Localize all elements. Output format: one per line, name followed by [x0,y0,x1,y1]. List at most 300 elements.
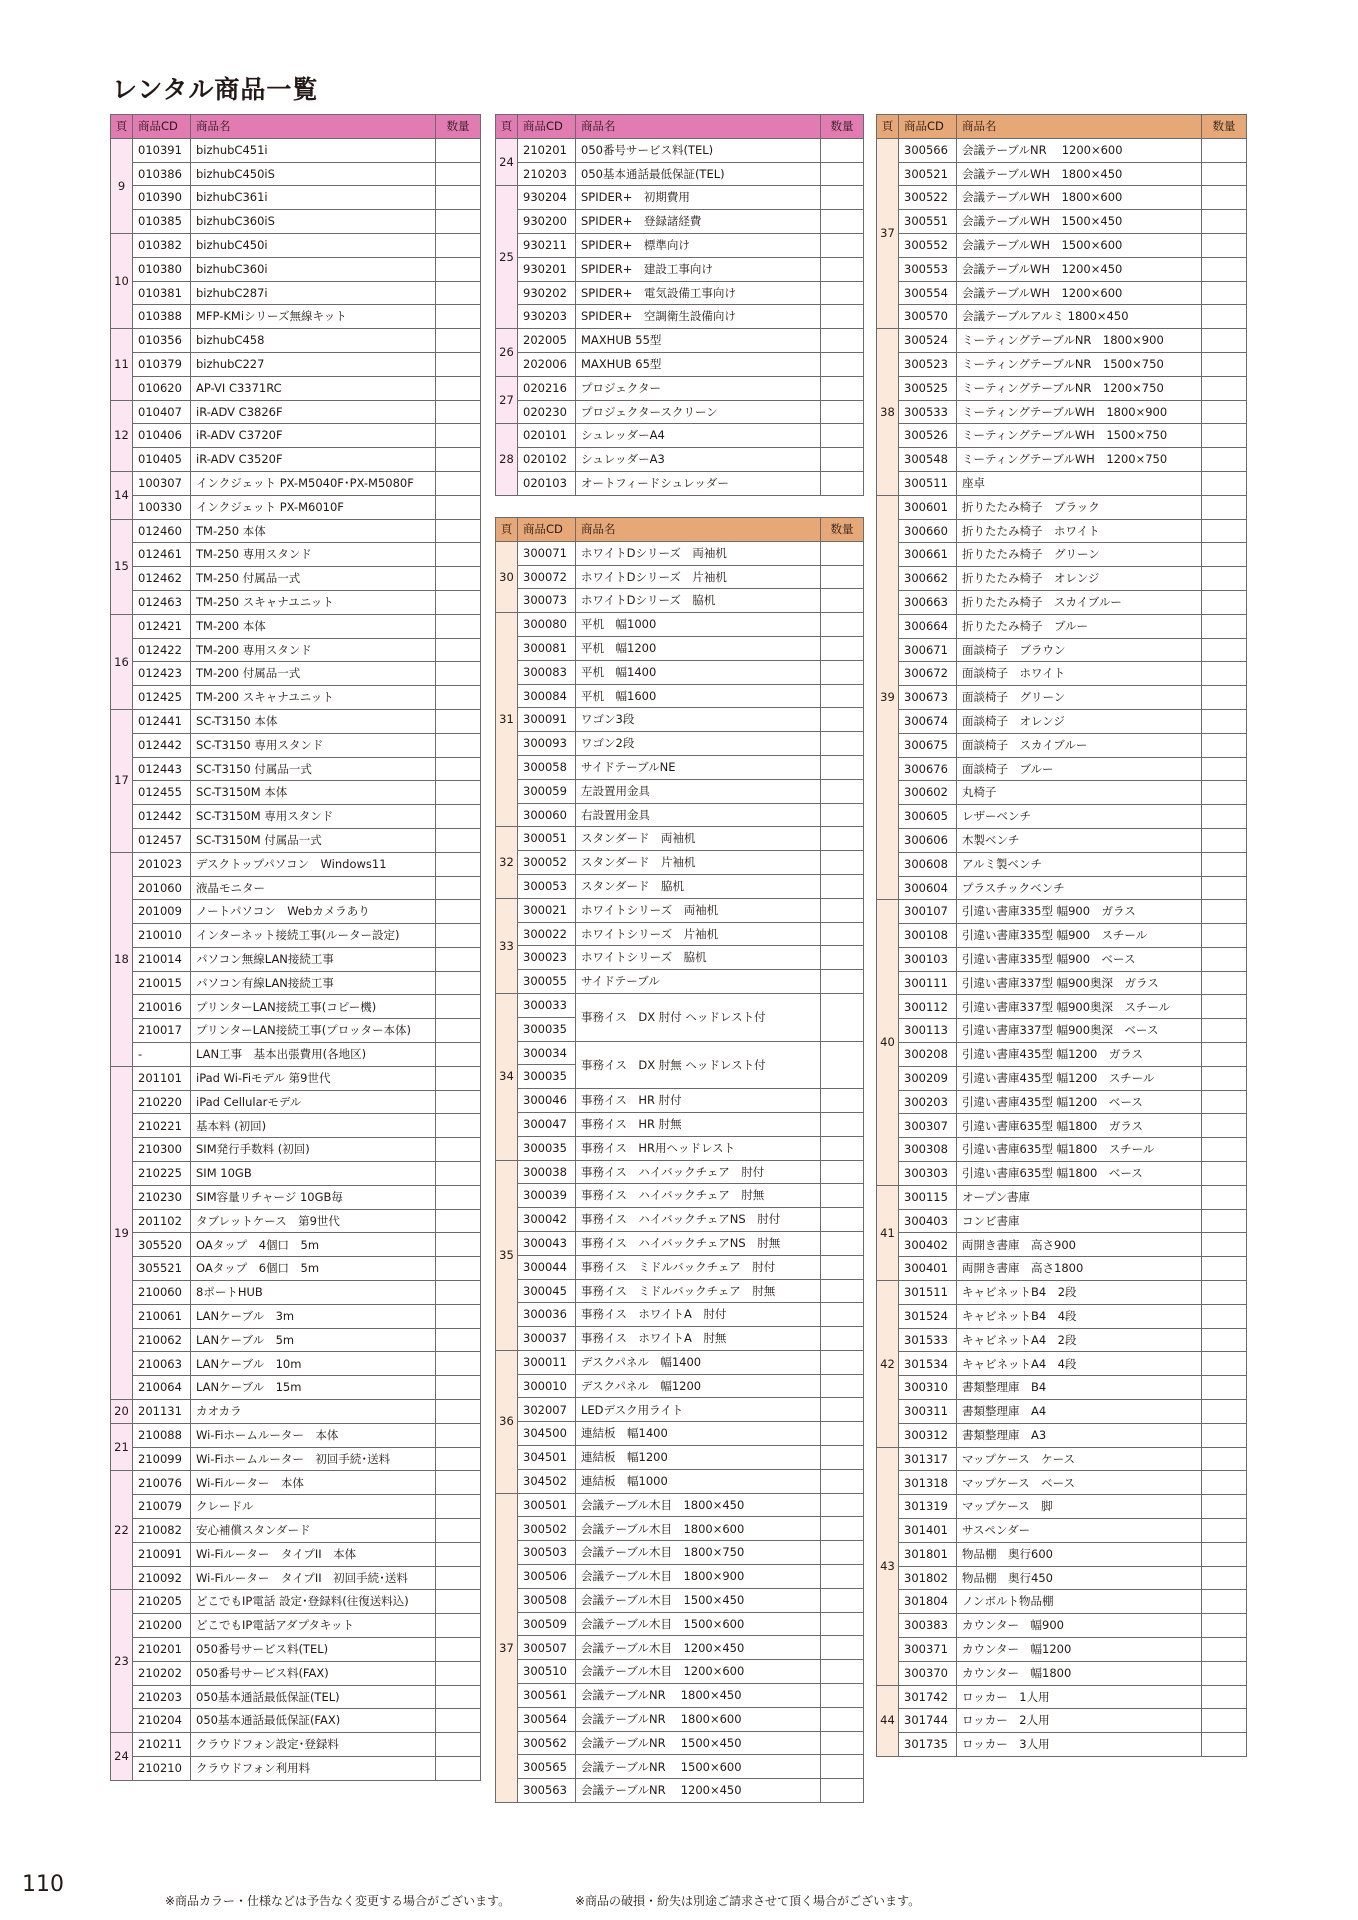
product-code-cell: 300508 [518,1588,576,1612]
quantity-cell [821,1493,864,1517]
quantity-cell [436,1257,481,1281]
quantity-cell [821,210,864,234]
table-row [877,876,1247,900]
product-name-cell: 会議テーブルWH 1200×600 [957,281,1202,305]
product-name-cell: 引違い書庫635型 幅1800 ガラス [957,1114,1202,1138]
table-row [496,1636,864,1660]
product-name-cell: アルミ製ベンチ [957,852,1202,876]
header-name: 商品名 [576,518,821,542]
product-code-cell: 012460 [133,519,191,543]
page-ref-cell: 27 [496,376,518,424]
product-name-cell: 両開き書庫 高さ1800 [957,1257,1202,1281]
table-row [877,281,1247,305]
quantity-cell [1202,305,1247,329]
table-row [111,1209,481,1233]
product-code-cell: 201060 [133,876,191,900]
product-name-cell: タブレットケース 第9世代 [191,1209,436,1233]
product-code-cell: 301511 [899,1281,957,1305]
quantity-cell [1202,281,1247,305]
page-number: 110 [22,1872,64,1897]
quantity-cell [436,448,481,472]
product-name-cell: SIM発行手数料 (初回) [191,1138,436,1162]
quantity-cell [436,995,481,1019]
table-row [496,1707,864,1731]
quantity-cell [436,1185,481,1209]
product-code-cell: 010382 [133,233,191,257]
product-name-cell: 会議テーブルNR 1500×450 [576,1731,821,1755]
product-name-cell: bizhubC450iS [191,162,436,186]
product-code-cell: 300037 [518,1327,576,1351]
table-row [111,733,481,757]
table-row [877,162,1247,186]
table-row [496,660,864,684]
product-name-cell: bizhubC450i [191,233,436,257]
header-page: 頁 [111,115,133,139]
product-code-cell: 300111 [899,971,957,995]
product-code-cell: 300022 [518,922,576,946]
product-name-cell: ロッカー 3人用 [957,1733,1202,1757]
quantity-cell [821,281,864,305]
product-name-cell: 事務イス ハイバックチェアNS 肘無 [576,1231,821,1255]
product-name-cell: パソコン無線LAN接続工事 [191,947,436,971]
table-row [877,138,1247,162]
table-row [496,424,864,448]
product-name-cell: 書類整理庫 B4 [957,1376,1202,1400]
product-code-cell: 300370 [899,1661,957,1685]
quantity-cell [1202,352,1247,376]
product-name-cell: デスクパネル 幅1400 [576,1350,821,1374]
table-row [111,1423,481,1447]
quantity-cell [821,898,864,922]
quantity-cell [1202,1566,1247,1590]
quantity-cell [821,471,864,495]
product-name-cell: スタンダード 両袖机 [576,827,821,851]
product-code-cell: 300510 [518,1660,576,1684]
quantity-cell [1202,1542,1247,1566]
product-name-cell: bizhubC360i [191,257,436,281]
quantity-cell [1202,186,1247,210]
quantity-cell [1202,1162,1247,1186]
quantity-cell [436,352,481,376]
product-code-cell: 010356 [133,329,191,353]
quantity-cell [436,495,481,519]
page-ref-cell: 36 [496,1350,518,1493]
table-row [877,210,1247,234]
product-name-cell: 面談椅子 ブルー [957,757,1202,781]
product-name-cell: 引違い書庫435型 幅1200 ベース [957,1090,1202,1114]
product-code-cell: 012442 [133,733,191,757]
product-name-cell: SIM容量リチャージ 10GB毎 [191,1185,436,1209]
product-code-cell: 300034 [518,1041,576,1065]
quantity-cell [436,1685,481,1709]
quantity-cell [1202,424,1247,448]
table-row [877,1328,1247,1352]
quantity-cell [821,1374,864,1398]
quantity-cell [821,1684,864,1708]
quantity-cell [436,1638,481,1662]
rental-table-3 [495,517,864,1803]
table-row [877,1400,1247,1424]
product-name-cell: iR-ADV C3520F [191,448,436,472]
product-code-cell: 012463 [133,590,191,614]
product-code-cell: 210203 [518,162,576,186]
quantity-cell [1202,1447,1247,1471]
table-row [877,519,1247,543]
product-name-cell: 引違い書庫635型 幅1800 スチール [957,1138,1202,1162]
product-name-cell: マップケース 脚 [957,1495,1202,1519]
product-code-cell: 300673 [899,686,957,710]
quantity-cell [436,733,481,757]
product-code-cell: - [133,1043,191,1067]
table-row [877,1019,1247,1043]
table-row [496,1327,864,1351]
product-code-cell: 300036 [518,1303,576,1327]
product-name-cell: ホワイトシリーズ 片袖机 [576,922,821,946]
quantity-cell [436,257,481,281]
product-code-cell: 010406 [133,424,191,448]
product-code-cell: 210202 [133,1661,191,1685]
quantity-cell [1202,1519,1247,1543]
quantity-cell [436,567,481,591]
product-code-cell: 210062 [133,1328,191,1352]
product-name-cell: サイドテーブル [576,970,821,994]
table-row [111,757,481,781]
product-name-cell: レザーベンチ [957,805,1202,829]
quantity-cell [436,1542,481,1566]
table-row [111,1257,481,1281]
table-row [111,162,481,186]
quantity-cell [436,1233,481,1257]
table-row [496,1303,864,1327]
product-code-cell: 010390 [133,186,191,210]
product-code-cell: 300522 [899,186,957,210]
page-ref-cell: 40 [877,900,899,1186]
table-row [877,590,1247,614]
table-row [111,1685,481,1709]
product-code-cell: 930201 [518,257,576,281]
table-row [111,1376,481,1400]
table-row [877,686,1247,710]
product-name-cell: 左設置用金具 [576,779,821,803]
quantity-cell [1202,1638,1247,1662]
product-code-cell: 300509 [518,1612,576,1636]
table-row [111,543,481,567]
product-name-cell: TM-250 本体 [191,519,436,543]
table-row [877,1114,1247,1138]
product-code-cell: 300566 [899,138,957,162]
note-color-spec: ※商品カラー・仕様などは予告なく変更する場合がございます。 [165,1894,511,1908]
page-ref-cell: 9 [111,138,133,233]
product-code-cell: 301317 [899,1447,957,1471]
product-code-cell: 300562 [518,1731,576,1755]
product-code-cell: 300043 [518,1231,576,1255]
product-name-cell: SIM 10GB [191,1162,436,1186]
quantity-cell [821,162,864,186]
product-name-cell: プラスチックベンチ [957,876,1202,900]
product-code-cell: 930203 [518,305,576,329]
product-name-cell: 事務イス ミドルバックチェア 肘付 [576,1255,821,1279]
table-row [496,210,864,234]
table-row [877,1542,1247,1566]
product-code-cell: 300661 [899,543,957,567]
product-code-cell: 012425 [133,686,191,710]
table-row [877,900,1247,924]
product-name-cell: 会議テーブルWH 1200×450 [957,257,1202,281]
table-row [496,1755,864,1779]
product-name-cell: 会議テーブルアルミ 1800×450 [957,305,1202,329]
product-code-cell: 210061 [133,1304,191,1328]
quantity-cell [1202,662,1247,686]
product-name-cell: SPIDER+ 電気設備工事向け [576,281,821,305]
product-code-cell: 300663 [899,590,957,614]
quantity-cell [436,329,481,353]
product-name-cell: 面談椅子 グリーン [957,686,1202,710]
quantity-cell [821,1731,864,1755]
table-row [496,708,864,732]
product-name-cell: 連結板 幅1000 [576,1469,821,1493]
table-row [496,827,864,851]
table-row [877,567,1247,591]
product-code-cell: 300403 [899,1209,957,1233]
product-name-cell: TM-200 付属品一式 [191,662,436,686]
table-row [877,186,1247,210]
product-code-cell: 300023 [518,946,576,970]
product-name-cell: 面談椅子 スカイブルー [957,733,1202,757]
product-name-cell: ワゴン2段 [576,732,821,756]
table-row [111,1756,481,1780]
quantity-cell [1202,567,1247,591]
product-name-cell: LANケーブル 5m [191,1328,436,1352]
product-code-cell: 300554 [899,281,957,305]
quantity-cell [1202,1590,1247,1614]
product-code-cell: 210063 [133,1352,191,1376]
header-page: 頁 [877,115,899,139]
product-name-cell: ホワイトDシリーズ 脇机 [576,589,821,613]
table-row [877,638,1247,662]
table-row [111,1304,481,1328]
quantity-cell [1202,1733,1247,1757]
table-row [111,1590,481,1614]
table-row [496,922,864,946]
table-row [111,400,481,424]
product-code-cell: 300503 [518,1541,576,1565]
product-name-cell: SPIDER+ 空調衛生設備向け [576,305,821,329]
table-row [496,946,864,970]
quantity-cell [821,376,864,400]
product-code-cell: 300035 [518,1017,576,1041]
product-name-cell: プリンターLAN接続工事(コピー機) [191,995,436,1019]
product-name-cell: MFP-KMiシリーズ無線キット [191,305,436,329]
table-row [877,1043,1247,1067]
product-name-cell: bizhubC361i [191,186,436,210]
quantity-cell [436,947,481,971]
table-row [877,448,1247,472]
product-code-cell: 300039 [518,1184,576,1208]
product-name-cell: クラウドフォン設定･登録料 [191,1733,436,1757]
table-row [111,638,481,662]
quantity-cell [1202,1495,1247,1519]
product-name-cell: 会議テーブルNR 1800×450 [576,1684,821,1708]
table-row [111,186,481,210]
product-name-cell: 会議テーブル木目 1800×450 [576,1493,821,1517]
table-row [877,614,1247,638]
quantity-cell [436,781,481,805]
product-code-cell: 302007 [518,1398,576,1422]
product-code-cell: 210204 [133,1709,191,1733]
product-code-cell: 300060 [518,803,576,827]
quantity-cell [436,1733,481,1757]
quantity-cell [436,162,481,186]
product-name-cell: キャビネットB4 4段 [957,1304,1202,1328]
product-name-cell: 面談椅子 オレンジ [957,709,1202,733]
product-code-cell: 300107 [899,900,957,924]
product-name-cell: AP-VI C3371RC [191,376,436,400]
product-code-cell: 300501 [518,1493,576,1517]
quantity-cell [1202,614,1247,638]
table-row [496,1374,864,1398]
table-row [496,376,864,400]
product-code-cell: 300660 [899,519,957,543]
page-ref-cell: 38 [877,329,899,496]
quantity-cell [1202,329,1247,353]
product-name-cell: TM-250 付属品一式 [191,567,436,591]
product-name-cell: 会議テーブルWH 1500×450 [957,210,1202,234]
product-code-cell: 300011 [518,1350,576,1374]
product-code-cell: 210016 [133,995,191,1019]
product-code-cell: 010407 [133,400,191,424]
product-name-cell: カオカラ [191,1400,436,1424]
quantity-cell [1202,400,1247,424]
quantity-cell [1202,495,1247,519]
table-row [496,329,864,353]
table-row [111,257,481,281]
product-code-cell: 300209 [899,1066,957,1090]
product-name-cell: 事務イス HR 肘無 [576,1112,821,1136]
product-code-cell: 210211 [133,1733,191,1757]
product-name-cell: MAXHUB 55型 [576,329,821,353]
product-code-cell: 300502 [518,1517,576,1541]
product-code-cell: 210010 [133,924,191,948]
product-name-cell: TM-200 本体 [191,614,436,638]
product-code-cell: 300044 [518,1255,576,1279]
table-row [496,803,864,827]
product-code-cell: 300051 [518,827,576,851]
quantity-cell [821,732,864,756]
quantity-cell [436,1328,481,1352]
product-code-cell: 300601 [899,495,957,519]
product-code-cell: 300021 [518,898,576,922]
quantity-cell [436,305,481,329]
product-code-cell: 201102 [133,1209,191,1233]
product-name-cell: 折りたたみ椅子 ホワイト [957,519,1202,543]
header-page: 頁 [496,518,518,542]
table-row [877,995,1247,1019]
quantity-cell [436,1066,481,1090]
product-name-cell: LAN工事 基本出張費用(各地区) [191,1043,436,1067]
table-row [111,567,481,591]
product-code-cell: 300533 [899,400,957,424]
quantity-cell [821,1660,864,1684]
table-row [111,424,481,448]
product-code-cell: 300042 [518,1208,576,1232]
table-row [877,233,1247,257]
product-code-cell: 300045 [518,1279,576,1303]
table-row [496,993,864,1017]
table-row [111,1614,481,1638]
product-code-cell: 300071 [518,541,576,565]
quantity-cell [821,541,864,565]
product-code-cell: 300115 [899,1185,957,1209]
page-ref-cell: 30 [496,541,518,612]
product-name-cell: 会議テーブルNR 1500×600 [576,1755,821,1779]
quantity-cell [1202,1614,1247,1638]
table-row [877,1566,1247,1590]
table-row [111,686,481,710]
quantity-cell [436,1423,481,1447]
quantity-cell [1202,233,1247,257]
product-code-cell: 210064 [133,1376,191,1400]
product-name-cell: 事務イス HR 肘付 [576,1089,821,1113]
quantity-cell [821,874,864,898]
product-name-cell: OAタップ 4個口 5m [191,1233,436,1257]
product-name-cell: ミーティングテーブルWH 1200×750 [957,448,1202,472]
table-row [877,1423,1247,1447]
product-name-cell: インターネット接続工事(ルーター設定) [191,924,436,948]
product-code-cell: 300203 [899,1090,957,1114]
product-code-cell: 210060 [133,1281,191,1305]
quantity-cell [436,281,481,305]
table-row [877,1495,1247,1519]
product-code-cell: 300308 [899,1138,957,1162]
table-row [496,257,864,281]
product-code-cell: 301318 [899,1471,957,1495]
quantity-cell [436,1304,481,1328]
product-code-cell: 301742 [899,1685,957,1709]
table-row [111,1328,481,1352]
table-row [877,305,1247,329]
table-row [111,471,481,495]
product-code-cell: 210220 [133,1090,191,1114]
product-name-cell: 折りたたみ椅子 ブルー [957,614,1202,638]
quantity-cell [1202,876,1247,900]
table-row [111,662,481,686]
product-name-cell: TM-250 スキャナユニット [191,590,436,614]
product-code-cell: 300084 [518,684,576,708]
product-name-cell: 引違い書庫435型 幅1200 スチール [957,1066,1202,1090]
table-row [877,1352,1247,1376]
quantity-cell [1202,1376,1247,1400]
table-row [496,1588,864,1612]
product-name-cell: 引違い書庫435型 幅1200 ガラス [957,1043,1202,1067]
product-code-cell: 300506 [518,1565,576,1589]
product-code-cell: 210014 [133,947,191,971]
quantity-cell [436,1281,481,1305]
product-code-cell: 020216 [518,376,576,400]
product-code-cell: 012421 [133,614,191,638]
product-code-cell: 300526 [899,424,957,448]
note-damage-loss: ※商品の破損・紛失は別途ご請求させて頂く場合がございます。 [575,1894,921,1908]
product-code-cell: 300047 [518,1112,576,1136]
quantity-cell [436,686,481,710]
product-name-cell: 面談椅子 ホワイト [957,662,1202,686]
table-row [111,947,481,971]
table-row [111,900,481,924]
table-row [496,684,864,708]
quantity-cell [821,1184,864,1208]
quantity-cell [1202,947,1247,971]
quantity-cell [821,352,864,376]
table-row [877,1709,1247,1733]
